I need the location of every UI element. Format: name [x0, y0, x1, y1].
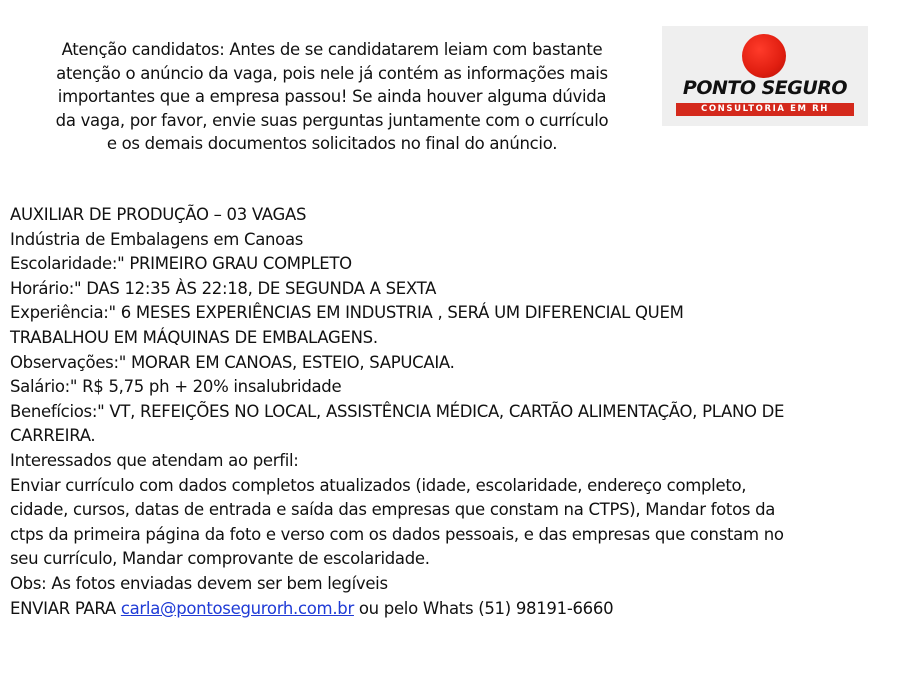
contact-suffix: ou pelo Whats (51) 98191-6660 [353, 598, 614, 618]
job-education: Escolaridade:" PRIMEIRO GRAU COMPLETO [10, 254, 352, 274]
job-observations: Observações:" MORAR EM CANOAS, ESTEIO, SAPUCAIA. [10, 352, 455, 372]
company-logo [662, 26, 868, 126]
job-benefits-cont: CARREIRA. [10, 426, 96, 446]
notice-line: atenção o anúncio da vaga, pois nele já contém as informações mais [56, 63, 608, 83]
notice-line: da vaga, por favor, envie suas perguntas juntamente com o currículo [55, 110, 609, 130]
job-salary: Salário:" R$ 5,75 ph + 20% insalubridade [10, 377, 342, 397]
job-instructions: Enviar currículo com dados completos atualizados (idade, escolaridade, endereço completo, [10, 475, 747, 495]
job-posting [10, 203, 895, 621]
job-instructions: seu currículo, Mandar comprovante de escolaridade. [10, 549, 430, 569]
email-link[interactable]: carla@pontosegurorh.com.br [120, 598, 354, 618]
notice-line: e os demais documentos solicitados no final do anúncio. [106, 134, 558, 153]
job-company: Indústria de Embalagens em Canoas [10, 229, 304, 249]
notice-line: importantes que a empresa passou! Se ainda houver alguma dúvida [57, 87, 607, 106]
logo-subtitle: CONSULTORIA EM RH [676, 103, 854, 116]
job-interested: Interessados que atendam ao perfil: [10, 450, 299, 470]
logo-title: PONTO SEGURO [682, 77, 848, 99]
logo-circle-icon [742, 34, 786, 78]
job-contact [10, 597, 895, 622]
job-title: AUXILIAR DE PRODUÇÃO – 03 VAGAS [10, 205, 307, 224]
job-experience-cont: TRABALHOU EM MÁQUINAS DE EMBALAGENS. [10, 327, 378, 347]
notice-line: Atenção candidatos: Antes de se candidatarem leiam com bastante [61, 40, 603, 59]
contact-prefix: ENVIAR PARA [10, 598, 121, 618]
candidate-notice [12, 38, 652, 156]
job-experience: Experiência:" 6 MESES EXPERIÊNCIAS EM INDUSTRIA , SERÁ UM DIFERENCIAL QUEM [10, 303, 684, 323]
job-instructions: ctps da primeira página da foto e verso com os dados pessoais, e das empresas que constam no [10, 524, 784, 544]
job-instructions: cidade, cursos, datas de entrada e saída das empresas que constam na CTPS), Mandar fotos da [10, 500, 776, 520]
job-benefits: Benefícios:" VT, REFEIÇÕES NO LOCAL, ASSISTÊNCIA MÉDICA, CARTÃO ALIMENTAÇÃO, PLANO DE [10, 401, 785, 421]
job-schedule: Horário:" DAS 12:35 ÀS 22:18, DE SEGUNDA A SEXTA [10, 278, 437, 298]
job-obs: Obs: As fotos enviadas devem ser bem legíveis [10, 573, 388, 593]
